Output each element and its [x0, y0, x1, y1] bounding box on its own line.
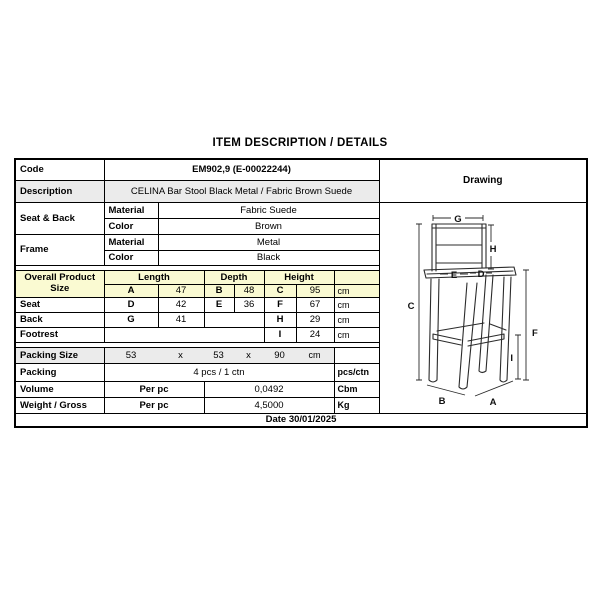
weight-unit: Kg	[334, 397, 379, 413]
volume-label: Volume	[15, 381, 104, 397]
dim-label-i: I	[509, 352, 513, 364]
seat-label: Seat	[15, 297, 104, 312]
code-row	[15, 159, 587, 180]
drawing-header: Drawing	[379, 159, 587, 202]
footrest-outline	[433, 323, 506, 346]
back-height-value: 29	[296, 312, 334, 327]
seat-length-value: 42	[158, 297, 204, 312]
back-height-key: H	[264, 312, 296, 327]
packing-size-unit-empty	[334, 347, 379, 363]
packing-value: 4 pcs / 1 ctn	[104, 363, 334, 381]
frame-label: Frame	[15, 234, 104, 265]
packing-size-v1: 53	[125, 349, 137, 361]
frame-material-value: Metal	[158, 234, 379, 250]
packing-size-label: Packing Size	[15, 347, 104, 363]
dim-line-a	[475, 381, 513, 396]
back-length-value: 41	[158, 312, 204, 327]
dim-line-f	[523, 270, 529, 380]
footrest-height-key: I	[264, 327, 296, 342]
weight-basis: Per pc	[104, 397, 204, 413]
description-value: CELINA Bar Stool Black Metal / Fabric Brown Suede	[104, 180, 379, 202]
dim-label-a: A	[489, 396, 496, 408]
description-label: Description	[15, 180, 104, 202]
stool-sketch	[380, 203, 586, 410]
back-label: Back	[15, 312, 104, 327]
seat-height-key: F	[264, 297, 296, 312]
dim-label-b: B	[438, 395, 445, 407]
drawing-cell	[379, 202, 587, 413]
overall-length-value: 47	[158, 284, 204, 297]
seat-depth-value: 36	[234, 297, 264, 312]
packing-size-x1: x	[178, 349, 183, 361]
footrest-label: Footrest	[15, 327, 104, 342]
packing-size-unit: cm	[308, 349, 321, 360]
dim-label-g: G	[453, 213, 462, 225]
seat-unit: cm	[334, 297, 379, 312]
size-header-unit-cell	[334, 270, 379, 284]
footrest-height-value: 24	[296, 327, 334, 342]
length-header: Length	[104, 270, 204, 284]
footrest-unit: cm	[334, 327, 379, 342]
dim-label-h: H	[489, 243, 496, 255]
date-value: Date 30/01/2025	[15, 413, 587, 427]
dim-label-e: E	[450, 269, 457, 281]
seat-outline	[424, 267, 516, 278]
backrest-outline	[432, 224, 486, 271]
volume-unit: Cbm	[334, 381, 379, 397]
overall-height-key: C	[264, 284, 296, 297]
seat-depth-key: E	[204, 297, 234, 312]
size-section-label: Overall Product Size	[15, 270, 104, 297]
overall-length-key: A	[104, 284, 158, 297]
seatback-color-label: Color	[104, 218, 158, 234]
packing-size-v2: 53	[213, 349, 224, 361]
overall-depth-value: 48	[234, 284, 264, 297]
frame-color-label: Color	[104, 250, 158, 265]
weight-label: Weight / Gross	[15, 397, 104, 413]
dim-line-c	[416, 224, 422, 380]
dim-label-d: D	[477, 268, 484, 280]
date-row	[15, 413, 587, 427]
packing-unit: pcs/ctn	[334, 363, 379, 381]
code-value: EM902,9 (E-00022244)	[104, 159, 379, 180]
volume-value: 0,0492	[204, 381, 334, 397]
packing-size-x2: x	[246, 349, 251, 361]
frame-material-label: Material	[104, 234, 158, 250]
weight-value: 4,5000	[204, 397, 334, 413]
seat-height-value: 67	[296, 297, 334, 312]
seatback-material-label: Material	[104, 202, 158, 218]
packing-size-v3: 90	[274, 349, 285, 361]
footrest-empty	[104, 327, 264, 342]
dim-line-i	[515, 335, 521, 379]
dim-label-c: C	[407, 300, 414, 312]
code-label: Code	[15, 159, 104, 180]
overall-depth-key: B	[204, 284, 234, 297]
dim-label-f: F	[531, 327, 538, 339]
packing-label: Packing	[15, 363, 104, 381]
seatback-material-row	[15, 202, 587, 218]
leg-front	[459, 283, 477, 389]
seatback-label: Seat & Back	[15, 202, 104, 234]
depth-header: Depth	[204, 270, 264, 284]
back-length-key: G	[104, 312, 158, 327]
overall-height-value: 95	[296, 284, 334, 297]
page-title: ITEM DESCRIPTION / DETAILS	[212, 137, 388, 149]
volume-basis: Per pc	[104, 381, 204, 397]
frame-color-value: Black	[158, 250, 379, 265]
packing-size-value	[104, 347, 334, 363]
seat-length-key: D	[104, 297, 158, 312]
seatback-color-value: Brown	[158, 218, 379, 234]
height-header: Height	[264, 270, 334, 284]
overall-unit: cm	[334, 284, 379, 297]
back-unit: cm	[334, 312, 379, 327]
seatback-material-value: Fabric Suede	[158, 202, 379, 218]
item-details-table	[14, 158, 588, 428]
back-depth-empty	[204, 312, 264, 327]
